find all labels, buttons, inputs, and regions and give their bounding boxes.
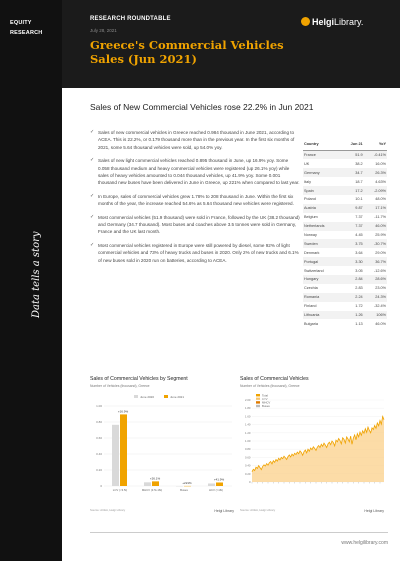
col-header-jun21: Jun 21 [340,139,363,150]
y-tick-label: 0.20 [96,468,102,472]
cell-yoy: 46.0% [375,321,386,326]
sidebar-label-research: RESEARCH [10,30,43,36]
table-row [303,266,387,275]
sidebar [0,0,62,561]
cell-country: Switzerland [304,268,324,273]
y-tick-label: 0 [100,484,102,488]
segment-chart-subtitle: Number of Vehicles (thousand), Greece [90,384,150,388]
table-row [303,284,387,293]
table-row [303,213,387,222]
cell-country: Netherlands [303,222,340,231]
footer-divider [90,532,388,533]
table-row [303,168,387,177]
data-label: +26.1% [149,476,161,481]
cell-yoy: -11.7% [374,215,386,220]
history-chart-plot [240,390,386,502]
bullet-text: In Europe, sales of commercial vehicles grew 1.78% to 208 thousand in June. Within the first six months of the year, the increase reached 54.6% as 5.64 thousand new vehicles were registered. [98,193,294,207]
checkmark-icon: ✓ [90,192,95,199]
cell-value: 1.26 [340,311,363,320]
x-tick-label: MHCV (3.5t-16t) [141,488,163,492]
bullet-item [90,214,300,236]
legend-label: June 2021 [170,395,185,399]
y-tick-label: 0.20 [245,471,251,476]
checkmark-icon: ✓ [90,241,95,248]
bullet-item [90,129,300,151]
legend-swatch [256,394,260,396]
cell-country: Bulgaria [304,321,318,326]
y-tick-label: 0.40 [96,452,102,456]
cell-value: 7.37 [355,215,363,220]
data-label: +221% [182,480,192,485]
y-tick-label: 0.40 [245,463,251,468]
cell-value: 17.2 [340,186,363,195]
cell-yoy: 23.0% [375,286,386,291]
cell-yoy: -12.6% [373,268,386,273]
checkmark-icon: ✓ [90,157,95,164]
logo-text-library: Library. [334,17,364,27]
cell-value: 3.75 [340,239,363,248]
bar [120,414,127,486]
x-tick-label: HCV (>16t) [208,488,224,492]
cell-value: 3.30 [340,257,363,266]
table-row [303,231,387,240]
cell-country: Czechia [304,286,318,291]
legend-swatch [256,401,260,403]
bar [144,482,151,486]
table-row [303,159,387,168]
legend-swatch [164,395,168,398]
bullet-list [90,129,300,270]
cell-yoy: 25.9% [375,232,386,237]
cell-country: Sweden [303,239,340,248]
history-chart-source: Source: ACEA, Helgi Library [240,508,276,512]
sidebar-label-equity: EQUITY [10,20,32,26]
legend-label: June 2020 [140,395,155,399]
legend-label: Total [262,393,268,398]
bar [112,425,119,486]
cell-yoy: -32.4% [373,304,386,309]
table-row [303,293,387,302]
y-tick-label: 0.80 [96,420,102,424]
bar [208,484,215,486]
segment-chart [90,376,236,512]
bullet-text: Sales of new light commercial vehicles reached 0.895 thousand in June, up 16.9% yoy. Some 0.058 thousand medium and heavy commercial vehicles were registered (up 26.1% yoy) while sales of heavy vehicles amounted to 0.044 thousand vehicles, up 41.9% yoy. Some 0.001 thousand new buses have been delivered in June in Greece, up 221% when compared to last year. [98,158,300,186]
cell-yoy: -0.41% [364,150,387,159]
logo-mark-icon [301,17,310,26]
helgi-logo[interactable] [301,17,363,27]
bar [216,482,223,486]
y-tick-label: 1.40 [245,422,251,427]
cell-value: 9.87 [340,204,363,213]
data-label: +41.9% [213,477,225,482]
table-row [303,248,387,257]
cell-value: 7.37 [340,222,363,231]
cell-yoy: 48.0% [375,197,386,202]
cell-value: 2.84 [340,275,363,284]
cell-yoy: 46.0% [364,222,387,231]
cell-country: Lithuania [303,311,340,320]
history-chart [240,376,386,512]
segment-chart-source: Source: ACEA, Helgi Library [90,508,126,512]
table-row [303,204,387,213]
cell-yoy: 106% [364,311,387,320]
table-row [303,311,387,320]
cell-country: Romania [303,293,340,302]
x-tick-label: LCV (<3.5t) [112,488,128,492]
cell-value: 1.13 [355,321,363,326]
table-row [303,150,387,159]
cell-country: Italy [304,179,311,184]
bullet-text: Sales of new commercial vehicles in Greece reached 0.984 thousand in June 2021, according to ACEA. This is 22.2%, or 0.179 thousand more than in the previous year. In the first six months of 2021, some 5.64 thousand vehicles were sold, up 54.0% yoy. [98,130,295,150]
cell-value: 51.9 [340,150,363,159]
cell-value: 2.83 [355,286,363,291]
y-tick-label: 1.20 [245,430,251,435]
segment-chart-title: Sales of Commercial Vehicles by Segment [90,376,188,382]
table-row [303,222,387,231]
cell-country: Portugal [303,257,340,266]
data-label: +16.9% [117,409,129,414]
table-row [303,177,387,186]
country-sales-table [303,139,387,328]
cell-country: Denmark [304,250,320,255]
bullet-item [90,242,300,264]
history-chart-subtitle: Number of Vehicles (thousand), Greece [240,384,300,388]
cell-country: Austria [303,204,340,213]
cell-yoy: 36.7% [364,257,387,266]
cell-country: Hungary [303,275,340,284]
col-header-yoy: YoY [364,139,387,150]
sidebar-tagline: Data tells a story [31,231,42,318]
table-row [303,319,387,328]
y-tick-label: 0 [248,480,251,484]
table-row [303,239,387,248]
cell-country: Poland [304,197,316,202]
bar [152,481,159,486]
cell-country: France [303,150,340,159]
cell-country: UK [304,161,310,166]
cell-yoy: -2.09% [364,186,387,195]
cell-value: 34.7 [340,168,363,177]
cell-yoy: 29.0% [375,250,386,255]
checkmark-icon: ✓ [90,129,95,135]
cell-value: 18.7 [355,179,363,184]
cell-value: 3.64 [355,250,363,255]
y-tick-label: 0.80 [245,447,251,452]
bullet-text: Most commercial vehicles registered in Europe were still powered by diesel, some 92% of light commercial vehicles and 73% of heavy trucks and buses in 2020. Only 2% of new trucks and 6.1% of new buses sold in 2020 run on batteries, according to ACEA. [98,242,299,263]
bullet-item [90,157,300,187]
table-row [303,302,387,311]
col-header-country: Country [303,139,340,150]
table-row [303,195,387,204]
checkmark-icon: ✓ [90,213,95,220]
y-tick-label: 2.00 [245,398,251,402]
cell-country: Finland [304,304,317,309]
cell-value: 3.05 [355,268,363,273]
legend-swatch [256,398,260,400]
header-kicker: RESEARCH ROUNDTABLE [90,16,171,22]
table-row [303,275,387,284]
legend-label: MHCV [262,400,271,405]
cell-yoy: 4.63% [375,179,386,184]
segment-chart-plot [90,390,236,502]
cell-yoy: 24.3% [364,293,387,302]
article-headline: Sales of New Commercial Vehicles rose 22.2% in Jun 2021 [90,102,314,112]
cell-yoy: 26.3% [364,168,387,177]
table-row [303,186,387,195]
cell-value: 2.24 [340,293,363,302]
bullet-item [90,193,300,208]
cell-country: Belgium [304,215,318,220]
cell-value: 10.1 [355,197,363,202]
cell-value: 1.72 [355,304,363,309]
y-tick-label: 1.00 [96,404,102,408]
cell-yoy: 28.6% [364,275,387,284]
y-tick-label: 0.60 [96,436,102,440]
page-title: Greece's Commercial Vehicles Sales (Jun 2021) [90,38,284,66]
y-tick-label: 0.60 [245,455,251,460]
y-tick-label: 1.80 [245,406,251,411]
cell-yoy: -30.7% [364,239,387,248]
bullet-text: Most commercial vehicles (51.9 thousand) were sold in France, followed by the UK (38.2 thousand) and Germany (34.7 thousand). Most buses and coaches above 3.5 tonnes were sold in Germany, France and the UK last month. [98,214,300,235]
cell-country: Spain [303,186,340,195]
x-tick-label: Buses [180,488,188,492]
y-tick-label: 1.60 [245,414,251,419]
y-tick-label: 1.00 [245,439,251,443]
history-chart-logo: Helgi Library [364,509,384,513]
legend-label: LCV [262,396,268,401]
cell-country: Norway [304,232,317,237]
cell-country: Germany [303,168,340,177]
cell-value: 4.45 [355,232,363,237]
history-chart-title: Sales of Commercial Vehicles [240,376,309,382]
table-row [303,257,387,266]
cell-yoy: 16.0% [375,161,386,166]
legend-label: Buses [262,404,270,409]
cell-yoy: 17.1% [364,204,387,213]
footer-link[interactable]: www.helgilibrary.com [341,540,388,546]
legend-swatch [256,405,260,407]
table-header-row [303,139,387,150]
cell-value: 38.2 [355,161,363,166]
header-date: July 28, 2021 [90,28,117,33]
logo-text-helgi: Helgi [312,17,335,27]
segment-chart-logo: Helgi Library [214,509,234,513]
legend-swatch [134,395,138,398]
